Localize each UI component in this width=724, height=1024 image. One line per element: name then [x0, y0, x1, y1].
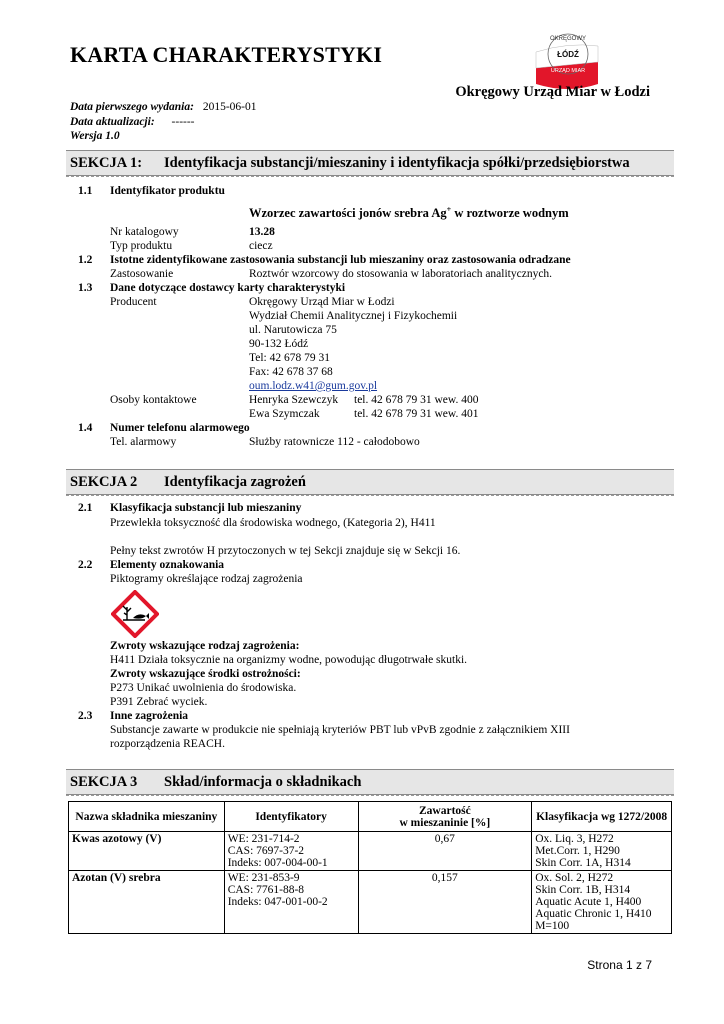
producer-line: Okręgowy Urząd Miar w Łodzi	[249, 296, 395, 308]
classification: Ox. Liq. 3, H272	[535, 833, 614, 845]
producer-line: Tel: 42 678 79 31	[249, 352, 330, 364]
type-value: ciecz	[249, 240, 273, 252]
hazard-statements-heading: Zwroty wskazujące rodzaj zagrożenia:	[110, 640, 300, 652]
component-content: 0,157	[358, 871, 532, 934]
product-name	[249, 205, 569, 221]
alarm-value: Służby ratownicze 112 - całodobowo	[249, 436, 420, 448]
contact-2-tel: tel. 42 678 79 31 wew. 401	[354, 408, 479, 420]
use-value: Roztwór wzorcowy do stosowania w laboratoriach analitycznych.	[249, 268, 553, 280]
subsection-heading: Numer telefonu alarmowego	[110, 422, 250, 434]
section-1-number: SEKCJA 1:	[70, 155, 143, 171]
producer-line: Wydział Chemii Analitycznej i Fizykochemii	[249, 310, 458, 322]
identifier: WE: 231-853-9	[227, 872, 300, 884]
subsection-number: 1.2	[78, 254, 93, 266]
email-link-row	[249, 380, 377, 392]
product-name-sup: +	[446, 205, 452, 214]
catalog-label: Nr katalogowy	[110, 226, 179, 238]
subsection-heading: Elementy oznakowania	[110, 559, 225, 571]
subsection-heading: Klasyfikacja substancji lub mieszaniny	[110, 502, 302, 514]
section-2-number: SEKCJA 2	[70, 474, 138, 490]
first-issue-label: Data pierwszego wydania:	[70, 101, 194, 113]
catalog-value: 13.28	[249, 226, 275, 238]
section-2-title: Identyfikacja zagrożeń	[164, 474, 306, 490]
precaution-p273: P273 Unikać uwolnienia do środowiska.	[110, 682, 297, 694]
identifier: Indeks: 047-001-00-2	[227, 896, 328, 908]
section-3-title: Skład/informacja o składnikach	[164, 774, 362, 790]
col-header-content-line1: Zawartość	[418, 804, 471, 817]
classification: Skin Corr. 1A, H314	[535, 857, 631, 869]
subsection-heading: Istotne zidentyfikowane zastosowania substancji lub mieszaniny oraz zastosowania odradzane	[110, 254, 571, 266]
col-header-content	[358, 802, 532, 832]
update-value: ------	[171, 116, 195, 128]
col-header-identifiers: Identyfikatory	[224, 802, 358, 832]
section-1-header	[66, 150, 674, 176]
page-number: Strona 1 z 7	[587, 958, 652, 972]
producer-line: ul. Narutowicza 75	[249, 324, 337, 336]
full-text-note: Pełny tekst zwrotów H przytoczonych w tej Sekcji znajduje się w Sekcji 16.	[110, 545, 461, 557]
other-hazards-line: rozporządzenia REACH.	[110, 738, 225, 750]
subsection-heading: Inne zagrożenia	[110, 710, 189, 722]
section-2-header	[66, 469, 674, 495]
classification-text: Przewlekła toksyczność dla środowiska wodnego, (Kategoria 2), H411	[110, 517, 436, 529]
producer-line: 90-132 Łódź	[249, 338, 309, 350]
logo-text-bottom: URZĄD MIAR	[550, 68, 586, 74]
hazard-statement-h411: H411 Działa toksycznie na organizmy wodne, powodując długotrwałe skutki.	[110, 654, 468, 666]
classification: M=100	[535, 920, 570, 932]
contact-2-name: Ewa Szymczak	[249, 408, 320, 420]
update-date	[70, 116, 195, 128]
product-name-suffix: w roztworze wodnym	[451, 206, 569, 221]
classification: Aquatic Acute 1, H400	[535, 896, 642, 908]
environment-hazard-icon	[111, 590, 159, 638]
subsection-number: 1.1	[78, 185, 93, 197]
use-label: Zastosowanie	[110, 268, 174, 280]
component-classification	[532, 871, 672, 934]
document-title: KARTA CHARAKTERYSTYKI	[70, 42, 383, 67]
subsection-number: 2.3	[78, 710, 93, 722]
logo-text-top: OKRĘGOWY	[549, 36, 587, 42]
producer-label: Producent	[110, 296, 157, 308]
identifier: Indeks: 007-004-00-1	[227, 857, 328, 869]
update-label: Data aktualizacji:	[70, 116, 155, 128]
email-link[interactable]: oum.lodz.w41@gum.gov.pl	[249, 380, 378, 392]
table-header-row	[69, 802, 672, 832]
table-row	[69, 871, 672, 934]
version	[70, 130, 120, 142]
section-3-number: SEKCJA 3	[70, 774, 138, 790]
component-name: Azotan (V) srebra	[69, 871, 225, 934]
product-name-text: Wzorzec zawartości jonów srebra Ag	[249, 206, 447, 221]
col-header-name: Nazwa składnika mieszaniny	[69, 802, 225, 832]
subsection-number: 2.1	[78, 502, 93, 514]
first-issue-date	[70, 101, 257, 113]
subsection-heading: Identyfikator produktu	[110, 185, 225, 197]
component-content: 0,67	[358, 832, 532, 871]
col-header-classification: Klasyfikacja wg 1272/2008	[532, 802, 672, 832]
identifier: WE: 231-714-2	[227, 833, 300, 845]
component-identifiers	[224, 871, 358, 934]
identifier: CAS: 7697-37-2	[227, 845, 305, 857]
component-identifiers	[224, 832, 358, 871]
table-row	[69, 832, 672, 871]
precaution-p391: P391 Zebrać wyciek.	[110, 696, 208, 708]
subsection-number: 1.3	[78, 282, 93, 294]
composition-table	[68, 801, 672, 934]
classification: Skin Corr. 1B, H314	[535, 884, 631, 896]
other-hazards-line: Substancje zawarte w produkcie nie spełniają kryteriów PBT lub vPvB zgodnie z załącznikiem XIII	[110, 724, 570, 736]
classification: Ox. Sol. 2, H272	[535, 872, 614, 884]
alarm-label: Tel. alarmowy	[110, 436, 177, 448]
component-classification	[532, 832, 672, 871]
contact-1-tel: tel. 42 678 79 31 wew. 400	[354, 394, 479, 406]
pictogram-caption: Piktogramy określające rodzaj zagrożenia	[110, 573, 303, 585]
subsection-number: 2.2	[78, 559, 93, 571]
identifier: CAS: 7761-88-8	[227, 884, 305, 896]
version-text: Wersja 1.0	[70, 130, 120, 142]
precaution-heading: Zwroty wskazujące środki ostrożności:	[110, 668, 301, 680]
section-1-title: Identyfikacja substancji/mieszaniny i identyfikacja spółki/przedsiębiorstwa	[164, 155, 630, 171]
logo-text-mid: ŁÓDŹ	[557, 50, 579, 59]
first-issue-value: 2015-06-01	[202, 101, 257, 113]
organization-name: Okręgowy Urząd Miar w Łodzi	[455, 84, 650, 100]
col-header-content-line2: w mieszaninie [%]	[399, 816, 491, 829]
classification: Aquatic Chronic 1, H410	[535, 908, 652, 920]
component-name: Kwas azotowy (V)	[69, 832, 225, 871]
section-3-header	[66, 769, 674, 795]
contact-1-name: Henryka Szewczyk	[249, 394, 339, 406]
subsection-heading: Dane dotyczące dostawcy karty charakterystyki	[110, 282, 346, 294]
contacts-label: Osoby kontaktowe	[110, 394, 197, 406]
type-label: Typ produktu	[110, 240, 173, 252]
classification: Met.Corr. 1, H290	[535, 845, 620, 857]
subsection-number: 1.4	[78, 422, 93, 434]
producer-line: Fax: 42 678 37 68	[249, 366, 333, 378]
